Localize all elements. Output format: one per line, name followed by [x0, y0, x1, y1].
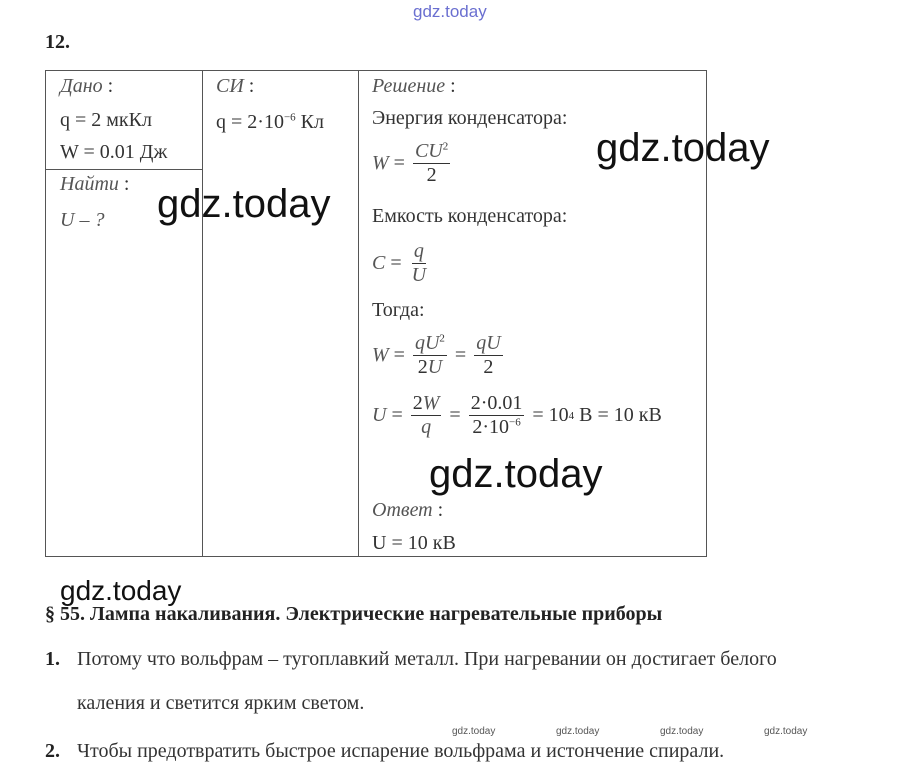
given-q: q = 2 мкКл — [60, 109, 152, 131]
watermark-small-4: gdz.today — [764, 726, 808, 737]
solution-header: Решение : — [372, 75, 456, 97]
given-header: Дано : — [60, 75, 114, 97]
find-header: Найти : — [60, 173, 130, 195]
watermark-3: gdz.today — [429, 452, 603, 496]
watermark-1: gdz.today — [596, 126, 770, 170]
formula-capacity: C = $\frac{q}{U}$ — [372, 240, 427, 286]
si-q: $q = 2\cdot 10^{-6}$ Кл — [216, 111, 324, 133]
formula-energy: W = $\frac{CU^2}{2}$ — [372, 140, 449, 186]
table-divider-2 — [358, 71, 359, 556]
capacity-label: Емкость конденсатора: — [372, 205, 568, 227]
watermark-small-3: gdz.today — [660, 726, 704, 737]
watermark-2: gdz.today — [157, 182, 331, 226]
then-label: Тогда: — [372, 299, 425, 321]
problem-number: 12. — [45, 31, 70, 53]
find-u: U – ? — [60, 209, 105, 231]
si-header: СИ : — [216, 75, 255, 97]
item-2-line-1: Чтобы предотвратить быстрое испарение вольфрама и истончение спирали. — [77, 740, 725, 762]
item-1-number: 1. — [45, 648, 60, 670]
formula-energy-sub: W = $\frac{qU^2}{2U}$ = $\frac{qU}{2}$ — [372, 332, 501, 378]
table-divider-1 — [202, 71, 203, 556]
formula-voltage: U = $\frac{2W}{q}$ = $\frac{2\cdot 0.01}{2\cdot 10^{-6}}$ = 10 4 В = 10 кВ — [372, 392, 662, 438]
given-w: W = 0.01 Дж — [60, 141, 168, 163]
energy-label: Энергия конденсатора: — [372, 107, 568, 129]
watermark-top: gdz.today — [413, 2, 487, 21]
item-2-number: 2. — [45, 740, 60, 762]
item-1-line-2: каления и светится ярким светом. — [77, 692, 365, 714]
table-divider-given — [46, 169, 203, 170]
answer-line: U = 10 кВ — [372, 532, 456, 554]
section-title: § 55. Лампа накаливания. Электрические нагревательные приборы — [45, 603, 663, 625]
watermark-small-2: gdz.today — [556, 726, 600, 737]
answer-header: Ответ : — [372, 499, 444, 521]
watermark-4: gdz.today — [60, 575, 182, 606]
item-1-line-1: Потому что вольфрам – тугоплавкий металл. При нагревании он достигает белого — [77, 648, 777, 670]
watermark-small-1: gdz.today — [452, 726, 496, 737]
